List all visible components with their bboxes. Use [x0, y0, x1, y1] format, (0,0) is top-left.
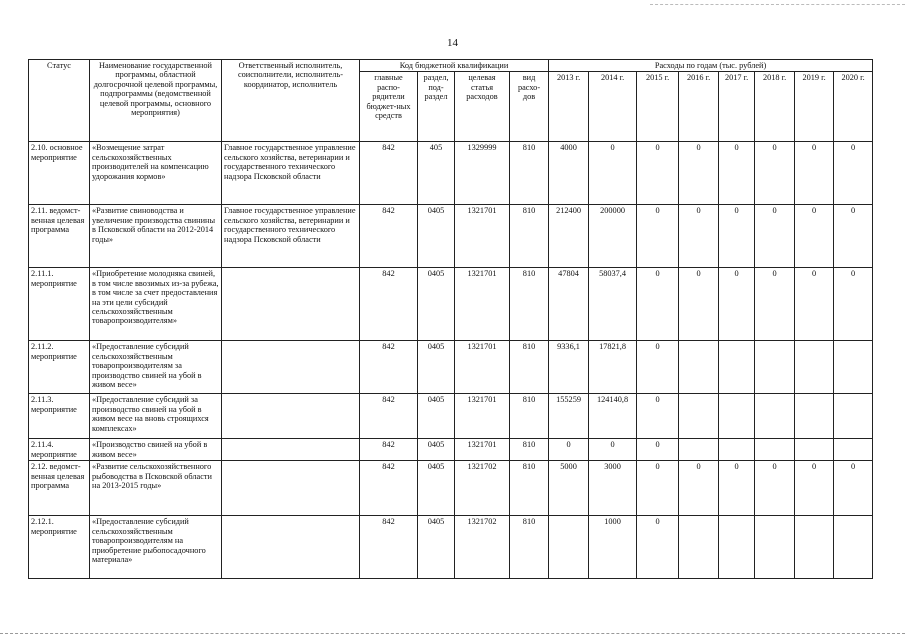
row-executor: [222, 341, 360, 394]
header-year-2016: 2016 г.: [679, 72, 719, 142]
row-name: «Приобретение молодняка свиней, в том числе ввозимых из-за рубежа, в том числе за счет предоставления на эти цели субсидий сельскохозяйственным товаропроизводителям»: [90, 268, 222, 341]
row-value-2020: 0: [834, 461, 873, 516]
row-value-2020: [834, 516, 873, 579]
row-section: 0405: [418, 516, 455, 579]
row-grbs: 842: [360, 268, 418, 341]
row-name: «Предоставление субсидий сельскохозяйственным товаропроизводителям на приобретение рыбопосадочного материала»: [90, 516, 222, 579]
row-section: 405: [418, 142, 455, 205]
header-year-2013: 2013 г.: [549, 72, 589, 142]
row-section: 0405: [418, 461, 455, 516]
row-section: 0405: [418, 394, 455, 439]
row-status: 2.12. ведомст-венная целевая программа: [29, 461, 90, 516]
row-section: 0405: [418, 439, 455, 461]
row-grbs: 842: [360, 516, 418, 579]
row-value-2014: 0: [589, 439, 637, 461]
row-name: «Развитие сельскохозяйственного рыбоводства в Псковской области на 2013-2015 годы»: [90, 461, 222, 516]
row-value-2015: 0: [637, 516, 679, 579]
row-value-2019: 0: [795, 205, 834, 268]
table-row: [29, 516, 873, 579]
row-value-2014: 0: [589, 142, 637, 205]
row-kind: 810: [510, 142, 549, 205]
row-name: «Предоставление субсидий за производство свиней на убой в живом весе на вновь строящихся комплексах»: [90, 394, 222, 439]
header-executor: Ответственный исполнитель, соисполнители, исполнитель-координатор, исполнитель: [222, 60, 360, 142]
row-value-2019: [795, 341, 834, 394]
row-value-2017: [719, 341, 755, 394]
row-name: «Производство свиней на убой в живом весе»: [90, 439, 222, 461]
row-section: 0405: [418, 205, 455, 268]
row-value-2019: [795, 394, 834, 439]
header-year-2015: 2015 г.: [637, 72, 679, 142]
header-target: целевая статья расходов: [455, 72, 510, 142]
row-value-2017: [719, 439, 755, 461]
row-value-2014: 3000: [589, 461, 637, 516]
row-value-2014: 17821,8: [589, 341, 637, 394]
table-row: [29, 205, 873, 268]
table-row: [29, 268, 873, 341]
row-value-2019: 0: [795, 268, 834, 341]
row-value-2017: 0: [719, 268, 755, 341]
row-status: 2.12.1. мероприятие: [29, 516, 90, 579]
row-value-2016: 0: [679, 142, 719, 205]
row-value-2013: 5000: [549, 461, 589, 516]
row-value-2018: [755, 394, 795, 439]
row-executor: [222, 394, 360, 439]
row-kind: 810: [510, 205, 549, 268]
row-value-2013: 0: [549, 439, 589, 461]
table-row: [29, 461, 873, 516]
header-expenses: Расходы по годам (тыс. рублей): [549, 60, 873, 72]
row-kind: 810: [510, 516, 549, 579]
row-value-2017: [719, 394, 755, 439]
row-value-2017: 0: [719, 461, 755, 516]
header-status: Статус: [29, 60, 90, 142]
row-value-2015: 0: [637, 142, 679, 205]
row-section: 0405: [418, 341, 455, 394]
row-value-2018: 0: [755, 461, 795, 516]
row-grbs: 842: [360, 205, 418, 268]
row-executor: [222, 461, 360, 516]
table-row: [29, 142, 873, 205]
table-header: [29, 60, 873, 142]
row-section: 0405: [418, 268, 455, 341]
row-name: «Развитие свиноводства и увеличение производства свинины в Псковской области на 2012-2014 годы»: [90, 205, 222, 268]
row-value-2018: 0: [755, 205, 795, 268]
row-value-2015: 0: [637, 439, 679, 461]
row-kind: 810: [510, 341, 549, 394]
row-name: «Возмещение затрат сельскохозяйственных производителей на компенсацию удорожания кормов»: [90, 142, 222, 205]
row-value-2016: [679, 341, 719, 394]
row-value-2019: 0: [795, 142, 834, 205]
row-value-2020: [834, 341, 873, 394]
header-kind: вид расхо-дов: [510, 72, 549, 142]
budget-table: [28, 59, 873, 579]
page-number: 14: [447, 37, 458, 49]
row-kind: 810: [510, 268, 549, 341]
header-year-2017: 2017 г.: [719, 72, 755, 142]
row-executor: [222, 516, 360, 579]
header-year-2020: 2020 г.: [834, 72, 873, 142]
row-value-2020: [834, 439, 873, 461]
scan-artifact-bottom: [0, 633, 905, 635]
row-kind: 810: [510, 394, 549, 439]
row-status: 2.11.1. мероприятие: [29, 268, 90, 341]
header-budget-code: Код бюджетной квалификации: [360, 60, 549, 72]
row-kind: 810: [510, 461, 549, 516]
row-value-2020: 0: [834, 205, 873, 268]
table-row: [29, 439, 873, 461]
row-value-2018: [755, 341, 795, 394]
row-value-2018: 0: [755, 268, 795, 341]
row-value-2013: 212400: [549, 205, 589, 268]
row-target: 1321702: [455, 516, 510, 579]
row-value-2013: 47804: [549, 268, 589, 341]
header-year-2018: 2018 г.: [755, 72, 795, 142]
header-grbs: главные распо-рядители бюджет-ных средств: [360, 72, 418, 142]
row-value-2015: 0: [637, 341, 679, 394]
row-value-2014: 58037,4: [589, 268, 637, 341]
table-row: [29, 341, 873, 394]
row-value-2019: 0: [795, 461, 834, 516]
row-value-2016: 0: [679, 461, 719, 516]
row-target: 1329999: [455, 142, 510, 205]
row-status: 2.11.4. мероприятие: [29, 439, 90, 461]
row-value-2013: 155259: [549, 394, 589, 439]
row-status: 2.11. ведомст-венная целевая программа: [29, 205, 90, 268]
row-executor: Главное государственное управление сельского хозяйства, ветеринарии и государственного технического надзора Псковской области: [222, 142, 360, 205]
row-target: 1321701: [455, 268, 510, 341]
row-value-2016: [679, 394, 719, 439]
row-executor: [222, 439, 360, 461]
row-target: 1321701: [455, 439, 510, 461]
row-grbs: 842: [360, 142, 418, 205]
header-year-2014: 2014 г.: [589, 72, 637, 142]
row-value-2019: [795, 439, 834, 461]
scan-artifact-top: [650, 4, 905, 6]
row-value-2016: 0: [679, 268, 719, 341]
row-value-2014: 124140,8: [589, 394, 637, 439]
row-value-2015: 0: [637, 268, 679, 341]
row-target: 1321701: [455, 341, 510, 394]
row-value-2018: [755, 516, 795, 579]
row-value-2020: 0: [834, 142, 873, 205]
row-grbs: 842: [360, 394, 418, 439]
row-target: 1321701: [455, 205, 510, 268]
row-value-2016: 0: [679, 205, 719, 268]
row-name: «Предоставление субсидий сельскохозяйственным товаропроизводителям за производство свиней на убой в живом весе»: [90, 341, 222, 394]
header-year-2019: 2019 г.: [795, 72, 834, 142]
row-status: 2.11.3. мероприятие: [29, 394, 90, 439]
row-value-2018: 0: [755, 142, 795, 205]
row-value-2015: 0: [637, 205, 679, 268]
row-value-2015: 0: [637, 394, 679, 439]
table-row: [29, 394, 873, 439]
row-status: 2.10. основное мероприятие: [29, 142, 90, 205]
row-value-2015: 0: [637, 461, 679, 516]
row-grbs: 842: [360, 461, 418, 516]
row-status: 2.11.2. мероприятие: [29, 341, 90, 394]
row-value-2017: [719, 516, 755, 579]
row-value-2020: 0: [834, 268, 873, 341]
row-value-2013: 9336,1: [549, 341, 589, 394]
row-executor: [222, 268, 360, 341]
row-value-2014: 1000: [589, 516, 637, 579]
row-value-2019: [795, 516, 834, 579]
row-value-2016: [679, 516, 719, 579]
row-target: 1321701: [455, 394, 510, 439]
row-value-2017: 0: [719, 205, 755, 268]
row-value-2013: [549, 516, 589, 579]
row-target: 1321702: [455, 461, 510, 516]
header-name: Наименование государственной программы, областной долгосрочной целевой программы, подпрограммы (ведомственной целевой программы, основного мероприятия): [90, 60, 222, 142]
row-value-2016: [679, 439, 719, 461]
table-body: [29, 142, 873, 579]
row-value-2014: 200000: [589, 205, 637, 268]
row-value-2018: [755, 439, 795, 461]
row-value-2013: 4000: [549, 142, 589, 205]
row-executor: Главное государственное управление сельского хозяйства, ветеринарии и государственного технического надзора Псковской области: [222, 205, 360, 268]
row-grbs: 842: [360, 439, 418, 461]
header-section: раздел, под-раздел: [418, 72, 455, 142]
row-kind: 810: [510, 439, 549, 461]
row-value-2020: [834, 394, 873, 439]
row-value-2017: 0: [719, 142, 755, 205]
row-grbs: 842: [360, 341, 418, 394]
